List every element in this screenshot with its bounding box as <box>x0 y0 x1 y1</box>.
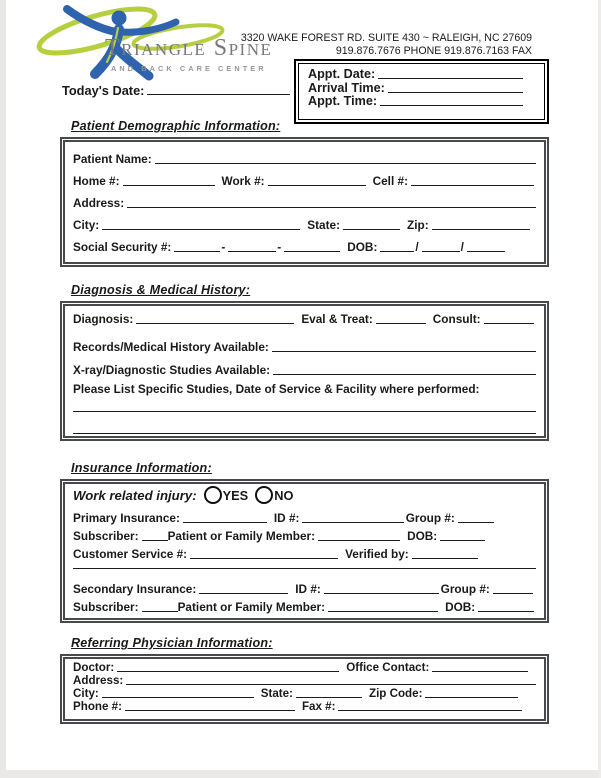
appt-date-row <box>308 67 535 81</box>
state-label: State: <box>307 218 340 232</box>
arrival-time-row <box>308 81 535 95</box>
consult-label: Consult: <box>432 312 481 326</box>
diagnosis-label: Diagnosis: <box>73 312 134 326</box>
studies-note-label: Please List Specific Studies, Date of Service & Facility where performed: <box>73 382 480 396</box>
secondary-subscriber-field[interactable] <box>142 611 178 612</box>
brand-tagline: AND BACK CARE CENTER <box>111 64 267 73</box>
xray-row <box>73 354 536 377</box>
office-contact-field[interactable] <box>432 671 528 672</box>
ssn-label: Social Security #: <box>73 240 172 254</box>
secondary-insurance-field[interactable] <box>199 593 288 594</box>
patient-name-field[interactable] <box>155 163 536 164</box>
primary-group-label: Group #: <box>405 511 455 525</box>
diagnosis-box <box>60 301 549 441</box>
primary-id-label: ID #: <box>273 511 300 525</box>
customer-service-label: Customer Service #: <box>73 547 188 561</box>
dob-slash-1: / <box>415 240 419 254</box>
work-phone-field[interactable] <box>268 185 366 186</box>
dob-slash-2: / <box>460 240 464 254</box>
studies-line-row-2 <box>73 414 536 436</box>
xray-label: X-ray/Diagnostic Studies Available: <box>73 363 271 377</box>
phone-numbers-row <box>73 166 536 188</box>
secondary-patient-family-field[interactable] <box>328 611 438 612</box>
studies-note-row <box>73 377 536 396</box>
records-label: Records/Medical History Available: <box>73 340 269 354</box>
secondary-insurance-row <box>73 571 536 596</box>
section-diagnosis <box>60 283 549 441</box>
secondary-dob-label: DOB: <box>445 600 476 614</box>
todays-date-field[interactable] <box>147 94 290 95</box>
eval-treat-field[interactable] <box>376 323 426 324</box>
ssn-dob-row <box>73 232 536 254</box>
secondary-patient-family-label: Patient or Family Member: <box>177 600 326 614</box>
ssn-field-3[interactable] <box>284 251 340 252</box>
ssn-dash-1: - <box>221 240 226 254</box>
consult-field[interactable] <box>484 323 534 324</box>
secondary-subscriber-label: Subscriber: <box>73 600 139 614</box>
demographics-title: Patient Demographic Information: <box>71 119 281 133</box>
clinic-address-line: 3320 WAKE FOREST RD. SUITE 430 ~ RALEIGH, NC 27609 <box>240 32 532 44</box>
primary-subscriber-row <box>73 525 536 543</box>
studies-line-row-1 <box>73 396 536 414</box>
physician-address-field[interactable] <box>126 684 536 685</box>
primary-insurance-field[interactable] <box>183 522 267 523</box>
insurance-separator-line <box>73 568 536 569</box>
verified-by-label: Verified by: <box>345 547 409 561</box>
diagnosis-field[interactable] <box>136 323 294 324</box>
home-phone-label: Home #: <box>73 174 120 188</box>
patient-family-field[interactable] <box>318 540 400 541</box>
insurance-separator-row <box>73 561 536 571</box>
subscriber-label: Subscriber: <box>73 529 139 543</box>
secondary-group-field[interactable] <box>493 593 533 594</box>
physician-phone-label: Phone #: <box>73 699 122 713</box>
work-phone-label: Work #: <box>221 174 265 188</box>
doctor-field[interactable] <box>117 671 339 672</box>
home-phone-field[interactable] <box>123 185 215 186</box>
studies-field-1[interactable] <box>73 411 536 412</box>
state-field[interactable] <box>343 229 400 230</box>
primary-dob-label: DOB: <box>407 529 438 543</box>
customer-service-row <box>73 543 536 561</box>
address-label: Address: <box>73 196 125 210</box>
section-demographics <box>60 119 549 267</box>
work-injury-label: Work related injury: <box>73 487 197 503</box>
ssn-field-1[interactable] <box>174 251 220 252</box>
dob-label: DOB: <box>347 240 378 254</box>
xray-field[interactable] <box>273 374 536 375</box>
insurance-title: Insurance Information: <box>71 461 212 475</box>
patient-name-row <box>73 144 536 166</box>
physician-phone-field[interactable] <box>125 710 295 711</box>
clinic-phone-line: 919.876.7676 PHONE 919.876.7163 FAX <box>335 44 532 57</box>
physician-state-label: State: <box>260 686 293 700</box>
cell-phone-label: Cell #: <box>372 174 408 188</box>
diagnosis-title: Diagnosis & Medical History: <box>71 283 251 297</box>
primary-id-field[interactable] <box>302 522 403 523</box>
patient-name-label: Patient Name: <box>73 152 152 166</box>
city-label: City: <box>73 218 100 232</box>
appt-time-row <box>308 95 535 109</box>
physician-address-row <box>73 674 536 687</box>
appointment-box-inner <box>298 63 545 120</box>
verified-by-field[interactable] <box>412 558 478 559</box>
cell-phone-field[interactable] <box>411 185 534 186</box>
physician-city-row <box>73 687 536 700</box>
physician-zip-label: Zip Code: <box>368 686 423 700</box>
physician-fax-field[interactable] <box>338 710 522 711</box>
customer-service-field[interactable] <box>190 558 338 559</box>
primary-insurance-row <box>73 504 536 525</box>
todays-date-label: Today's Date: <box>62 83 145 98</box>
secondary-subscriber-row <box>73 596 536 614</box>
secondary-id-label: ID #: <box>295 582 321 596</box>
demographics-box <box>60 137 549 267</box>
appt-time-field[interactable] <box>380 105 523 106</box>
physician-phone-row <box>73 700 536 713</box>
work-injury-no-radio[interactable] <box>255 486 273 504</box>
secondary-group-label: Group #: <box>440 582 490 596</box>
referring-box <box>60 654 549 724</box>
primary-insurance-label: Primary Insurance: <box>73 511 180 525</box>
diagnosis-row <box>73 308 536 326</box>
physician-zip-field[interactable] <box>425 697 518 698</box>
physician-address-label: Address: <box>73 673 124 687</box>
no-label: NO <box>274 487 294 503</box>
appt-date-label: Appt. Date: <box>308 66 376 81</box>
todays-date-row <box>62 84 290 97</box>
appt-date-field[interactable] <box>378 78 523 79</box>
secondary-id-field[interactable] <box>324 593 439 594</box>
arrival-time-field[interactable] <box>388 92 523 93</box>
work-injury-yes-radio[interactable] <box>204 486 222 504</box>
subscriber-field[interactable] <box>142 540 168 541</box>
scan-edge-bottom <box>0 770 601 778</box>
appt-time-label: Appt. Time: <box>308 94 378 109</box>
section-insurance <box>60 461 549 623</box>
doctor-row <box>73 661 536 674</box>
referring-title: Referring Physician Information: <box>71 636 273 650</box>
zip-field[interactable] <box>432 229 530 230</box>
patient-family-label: Patient or Family Member: <box>167 529 316 543</box>
yes-label: YES <box>222 487 249 503</box>
city-field[interactable] <box>102 229 300 230</box>
records-row <box>73 326 536 354</box>
secondary-insurance-label: Secondary Insurance: <box>73 582 197 596</box>
clinic-address-block <box>241 32 532 57</box>
physician-state-field[interactable] <box>296 697 362 698</box>
dob-day-field[interactable] <box>422 251 460 252</box>
dob-year-field[interactable] <box>467 251 505 252</box>
doctor-label: Doctor: <box>73 660 115 674</box>
primary-dob-field[interactable] <box>440 540 485 541</box>
ssn-dash-2: - <box>277 240 282 254</box>
eval-treat-label: Eval & Treat: <box>301 312 373 326</box>
appointment-box <box>294 59 549 124</box>
section-referring-physician <box>60 636 549 724</box>
address-field[interactable] <box>127 207 536 208</box>
primary-group-field[interactable] <box>458 522 494 523</box>
arrival-time-label: Arrival Time: <box>308 80 385 95</box>
records-field[interactable] <box>272 351 536 352</box>
city-state-zip-row <box>73 210 536 232</box>
office-contact-label: Office Contact: <box>346 660 430 674</box>
ssn-field-2[interactable] <box>228 251 276 252</box>
zip-label: Zip: <box>407 218 429 232</box>
address-row <box>73 188 536 210</box>
insurance-box <box>60 479 549 623</box>
brand-name: Triangle Spine <box>105 35 273 61</box>
physician-city-label: City: <box>73 686 99 700</box>
studies-field-2[interactable] <box>73 433 536 434</box>
dob-month-field[interactable] <box>380 251 414 252</box>
physician-fax-label: Fax #: <box>301 699 336 713</box>
physician-city-field[interactable] <box>102 697 254 698</box>
scan-edge-left <box>0 0 6 778</box>
work-injury-row <box>73 486 536 504</box>
secondary-dob-field[interactable] <box>478 611 534 612</box>
